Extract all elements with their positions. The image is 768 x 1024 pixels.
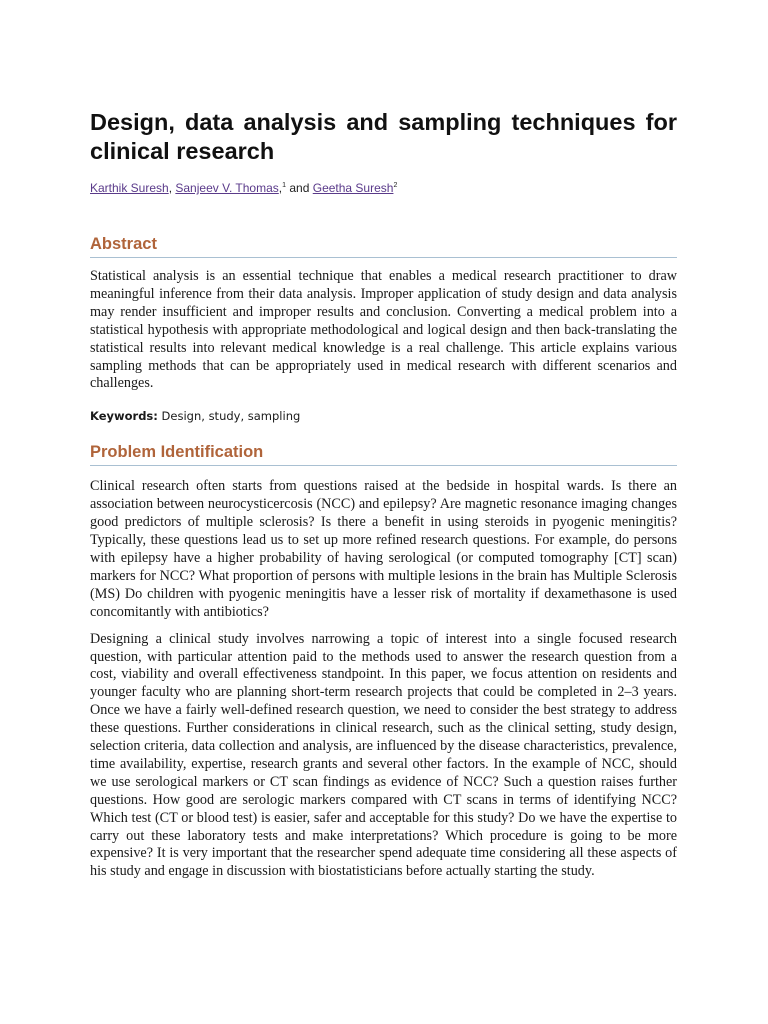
problem-paragraph-2: Designing a clinical study involves narrowing a topic of interest into a single focused research question, with particular attention paid to the methods used to answer the research question from a cost, viability and overall effectiveness standpoint. In this paper, we focus attention on residents and younger faculty who are planning short-term research projects that could be completed in 2–3 years. Once we have a fairly well-defined research question, we need to consider the best strategy to address these questions. Further considerations in clinical research, such as the clinical setting, study design, selection criteria, data collection and analysis, are influenced by the disease characteristics, prevalence, time availability, expertise, research grants and several other factors. In the example of NCC, should we use serological markers or CT scan findings as evidence of NCC? Such a question raises further questions. How good are serologic markers compared with CT scans in terms of identifying NCC? Which test (CT or blood test) is easier, safer and acceptable for this study? Do we have the expertise to carry out these laboratory tests and make interpretations? Which procedure is going to be more expensive? It is very important that the researcher spend adequate time considering all these aspects of his study and engage in discussion with biostatisticians before actually starting the study. — [90, 630, 677, 880]
article-title: Design, data analysis and sampling techniques for clinical research — [90, 109, 677, 164]
author-link-karthik-suresh[interactable]: Karthik Suresh — [90, 181, 169, 195]
problem-paragraph-1: Clinical research often starts from questions raised at the bedside in hospital wards. Is there an association between neurocysticercosis (NCC) and epilepsy? Are magnetic resonance imaging changes good predictors of multiple sclerosis? Is there a benefit in using steroids in pyogenic meningitis? Typically, these questions lead us to set up more refined research questions. For example, do persons with epilepsy have a higher probability of having serological (or computed tomography [CT] scan) markers for NCC? What proportion of persons with multiple lesions in the brain has Multiple Sclerosis (MS) Do children with pyogenic meningitis have a lesser risk of mortality if dexamethasone is used concomitantly with antibiotics? — [90, 478, 677, 620]
author-conjunction: and — [286, 181, 313, 195]
problem-identification-heading: Problem Identification — [90, 442, 677, 466]
article-body — [90, 108, 677, 881]
author-separator: , — [278, 181, 283, 195]
abstract-heading: Abstract — [90, 234, 677, 258]
keywords-label: Keywords: — [90, 409, 158, 424]
author-list — [90, 180, 677, 196]
affiliation-marker: 2 — [393, 182, 398, 189]
author-separator: , — [168, 181, 176, 195]
abstract-paragraph: Statistical analysis is an essential technique that enables a medical research practitioner to draw meaningful inference from their data analysis. Improper application of study design and data analysis may render insufficient and improper results and conclusion. Converting a medical problem into a statistical hypothesis with appropriate methodological and logical design and then back-translating the statistical results into relevant medical knowledge is a real challenge. This article explains various sampling methods that can be appropriately used in medical research with different scenarios and challenges. — [90, 268, 677, 392]
author-link-sanjeev-thomas[interactable]: Sanjeev V. Thomas — [175, 181, 279, 195]
keywords-line — [90, 408, 677, 424]
affiliation-marker: 1 — [282, 182, 287, 189]
keywords-value: Design, study, sampling — [157, 409, 301, 424]
author-link-geetha-suresh[interactable]: Geetha Suresh — [312, 181, 394, 195]
